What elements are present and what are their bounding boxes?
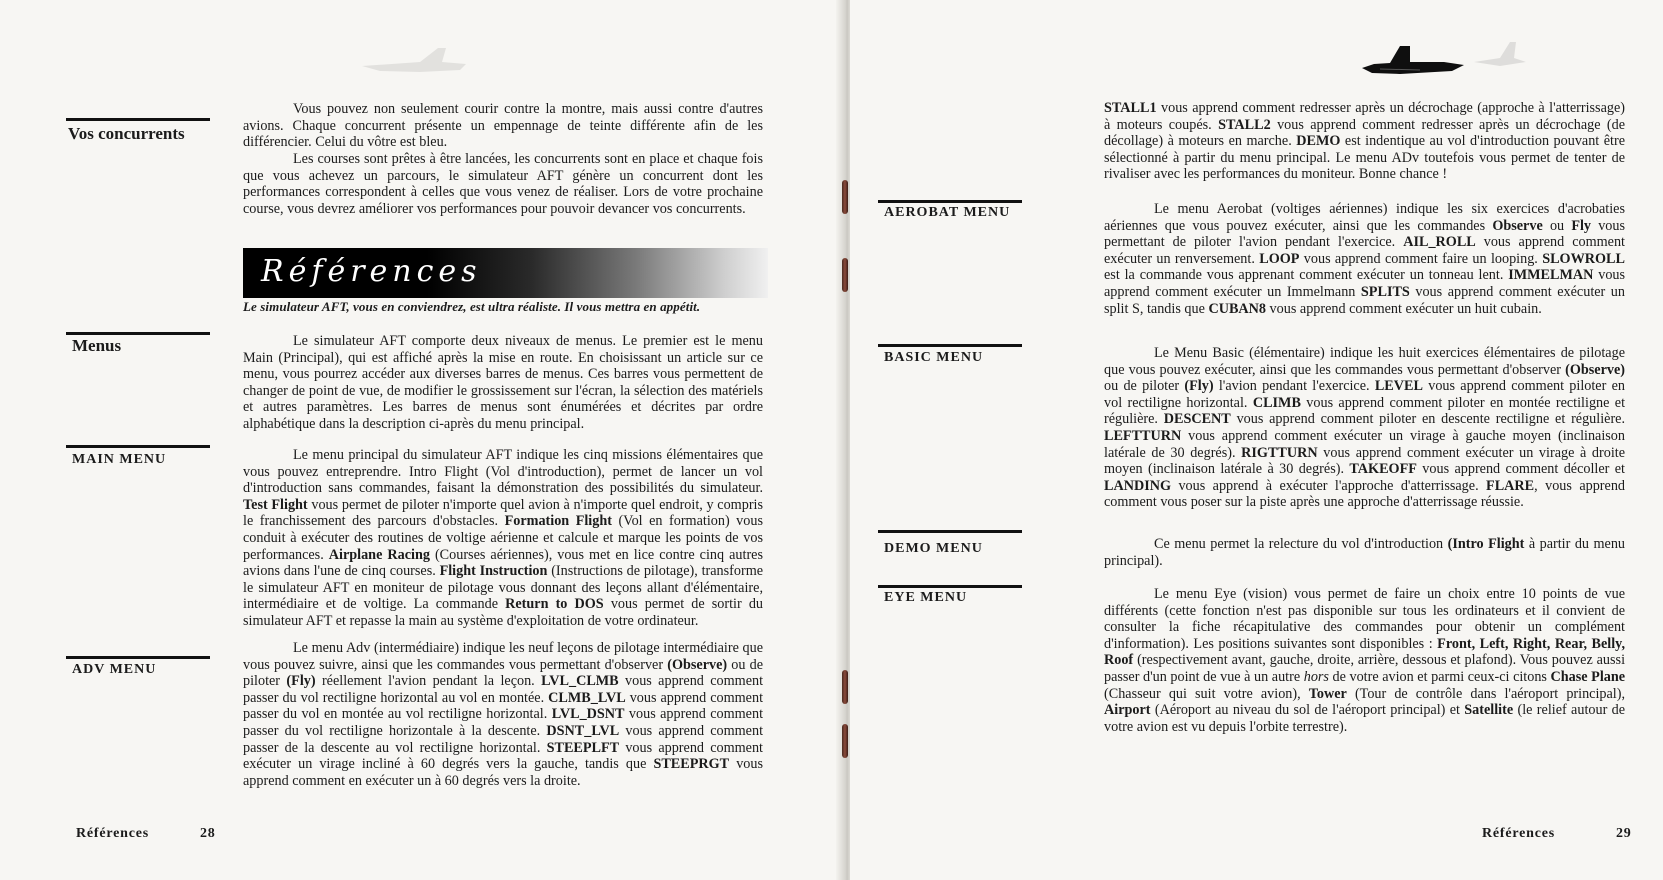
footer-label: Références bbox=[1482, 826, 1556, 841]
section-rule bbox=[878, 200, 1022, 203]
section-rule bbox=[66, 656, 210, 659]
faint-plane-icon bbox=[360, 40, 470, 80]
heading-demo-menu: DEMO MENU bbox=[884, 541, 983, 556]
page-number: 29 bbox=[1616, 826, 1632, 841]
staple bbox=[842, 180, 848, 214]
section-rule bbox=[878, 344, 1022, 347]
banner-title: Références bbox=[261, 254, 482, 289]
heading-adv-menu: ADV MENU bbox=[72, 662, 157, 677]
section-rule bbox=[66, 332, 210, 335]
heading-eye-menu: EYE MENU bbox=[884, 590, 968, 605]
paragraph-concurrents-1: Vous pouvez non seulement courir contre la montre, mais aussi contre d'autres avions. Chaque concurrent présente un empennage de teinte différente afin de les différencier. Celui du vôtre est bleu. bbox=[243, 101, 763, 151]
paragraph-menus: Le simulateur AFT comporte deux niveaux de menus. Le premier est le menu Main (Principal), qui est affiché après la mise en route. En choisissant un article sur ce menu, vous pourrez accéder aux diverses barres de menus. Ces barres vous permettent de changer de point de vue, de modifier le grossissement sur l'écran, la sélection des matériels et autres paramètres. Les barres de menus sont énumérées et décrites par ordre alphabétique dans la description ci-après du menu principal. bbox=[243, 333, 763, 432]
staple bbox=[842, 724, 848, 758]
paragraph-basic-menu: Le Menu Basic (élémentaire) indique les huit exercices élémentaires de pilotage que vous pouvez exécuter, ainsi que les commandes vous permettant d'observer (Observe) ou de piloter (Fly) l'avion pendant l'exercice. LEVEL vous apprend comment piloter en vol rectiligne horizontal. CLIMB vous apprend comment piloter en montée rectiligne et régulière. DESCENT vous apprend comment piloter en descente rectiligne et régulière. LEFTTURN vous apprend comment exécuter un virage à gauche moyen (inclinaison latérale de 30 degrés). RIGTTURN vous apprend comment exécuter un virage à droite moyen (inclinaison latérale à 30 degrés). TAKEOFF vous apprend comment décoller et LANDING vous apprend à exécuter l'approche d'atterrissage. FLARE, vous apprend comment vous poser sur la piste après une approche d'atterrissage réussie. bbox=[1104, 345, 1626, 511]
paragraph-main-menu: Le menu principal du simulateur AFT indique les cinq missions élémentaires que vous pouvez entreprendre. Intro Flight (Vol d'introduction), permet de lancer un vol d'introduction sans commandes, faisant la démonstration des possibilités du simulateur. Test Flight vous permet de piloter n'importe quel avion à n'importe quel endroit, y compris le franchissement des parcours d'obstacles. Formation Flight (Vol en formation) vous conduit à exécuter des routines de voltige aérienne et calcule et marque les points de vos performances. Airplane Racing (Courses aériennes), vous met en lice contre cinq autres avions dans l'une de cinq courses. Flight Instruction (Instructions de pilotage), transforme le simulateur AFT en moniteur de pilotage vous donnant des leçons allant d'élémentaire, intermédiaire et de voltige. La commande Return to DOS vous permet de sortir du simulateur AFT et repasse la main au système d'exploitation de votre ordinateur. bbox=[243, 447, 764, 629]
heading-basic-menu: BASIC MENU bbox=[884, 350, 984, 365]
heading-menus: Menus bbox=[72, 336, 122, 355]
paragraph-eye-menu: Le menu Eye (vision) vous permet de faire un choix entre 10 points de vue différents (cette fonction n'est pas disponible sur tous les ordinateurs et il convient de consulter la fiche récapitulative des commandes pour obtenir un complément d'information). Les positions suivantes sont disponibles : Front, Left, Right, Rear, Belly, Roof (respectivement avant, gauche, droite, arrière, dessous et plafond). Vous pouvez aussi passer d'un point de vue à un autre hors de votre avion et parmi ceux-ci citons Chase Plane (Chasseur qui suit votre avion), Tower (Tour de contrôle dans l'aéroport principal), Airport (Aéroport au niveau du sol de l'aéroport principal) et Satellite (le relief autour de votre avion est vu depuis l'orbite terrestre). bbox=[1104, 586, 1626, 735]
heading-main-menu: MAIN MENU bbox=[72, 452, 167, 467]
banner-subtitle: Le simulateur AFT, vous en conviendrez, est ultra réaliste. Il vous mettra en appétit. bbox=[243, 299, 701, 314]
page-number: 28 bbox=[200, 826, 216, 841]
paragraph-aerobat-menu: Le menu Aerobat (voltiges aériennes) indique les six exercices d'acrobaties aériennes que vous pouvez exécuter, ainsi que les commandes Observe ou Fly vous permettant de piloter l'avion pendant l'exercice. AIL_ROLL vous apprend comment exécuter un renversement. LOOP vous apprend comment faire un looping. SLOWROLL est la commande vous apprenant comment exécuter un tonneau lent. IMMELMAN vous apprend comment exécuter un Immelmann SPLITS vous apprend comment exécuter un split S, tandis que CUBAN8 vous apprend comment exécuter un huit cubain. bbox=[1104, 201, 1626, 317]
heading-aerobat-menu: AEROBAT MENU bbox=[884, 205, 1011, 220]
jet-plane-icon bbox=[1360, 38, 1470, 78]
staple bbox=[842, 670, 848, 704]
faint-plane-icon bbox=[1470, 36, 1530, 72]
section-rule bbox=[878, 585, 1022, 588]
paragraph-adv-continued: STALL1 vous apprend comment redresser après un décrochage (approche à l'atterrissage) à moteurs coupés. STALL2 vous apprend comment redresser après un décrochage (de décollage) à moteurs en marche. DEMO est indentique au vol d'introduction pouvant être sélectionné à partir du menu principal. Le menu ADv toutefois vous permet de tenter de rivaliser avec les performances du moniteur. Bonne chance ! bbox=[1104, 100, 1626, 183]
footer-label: Références bbox=[76, 826, 150, 841]
references-banner bbox=[243, 248, 768, 298]
paragraph-demo-menu: Ce menu permet la relecture du vol d'introduction (Intro Flight à partir du menu principal). bbox=[1104, 536, 1626, 569]
heading-vos-concurrents: Vos concurrents bbox=[68, 124, 185, 143]
section-rule bbox=[66, 118, 210, 121]
staple bbox=[842, 258, 848, 292]
paragraph-concurrents-2: Les courses sont prêtes à être lancées, les concurrents sont en place et chaque fois que vous achevez un parcours, le simulateur AFT génère un concurrent dont les performances correspondent à celles que vous venez de réaliser. Lors de votre prochaine course, vous devrez améliorer vos performances pour pouvoir devancer vos concurrents. bbox=[243, 151, 763, 217]
right-page bbox=[850, 0, 1663, 880]
paragraph-adv-menu: Le menu Adv (intermédiaire) indique les neuf leçons de pilotage intermédiaire que vous pouvez suivre, ainsi que les commandes vous permettant d'observer (Observe) ou de piloter (Fly) réellement l'avion pendant la leçon. LVL_CLMB vous apprend comment passer du vol rectiligne horizontal au vol en montée. CLMB_LVL vous apprend comment passer du vol en montée au vol rectiligne horizontal. LVL_DSNT vous apprend comment passer du vol rectiligne horizontale à la descente. DSNT_LVL vous apprend comment passer de la descente au vol rectiligne horizontal. STEEPLFT vous apprend comment exécuter un virage incliné à 60 degrés vers la gauche, tandis que STEEPRGT vous apprend comment en exécuter un à 60 degrés vers la droite. bbox=[243, 640, 764, 789]
section-rule bbox=[878, 530, 1022, 533]
section-rule bbox=[66, 445, 210, 448]
